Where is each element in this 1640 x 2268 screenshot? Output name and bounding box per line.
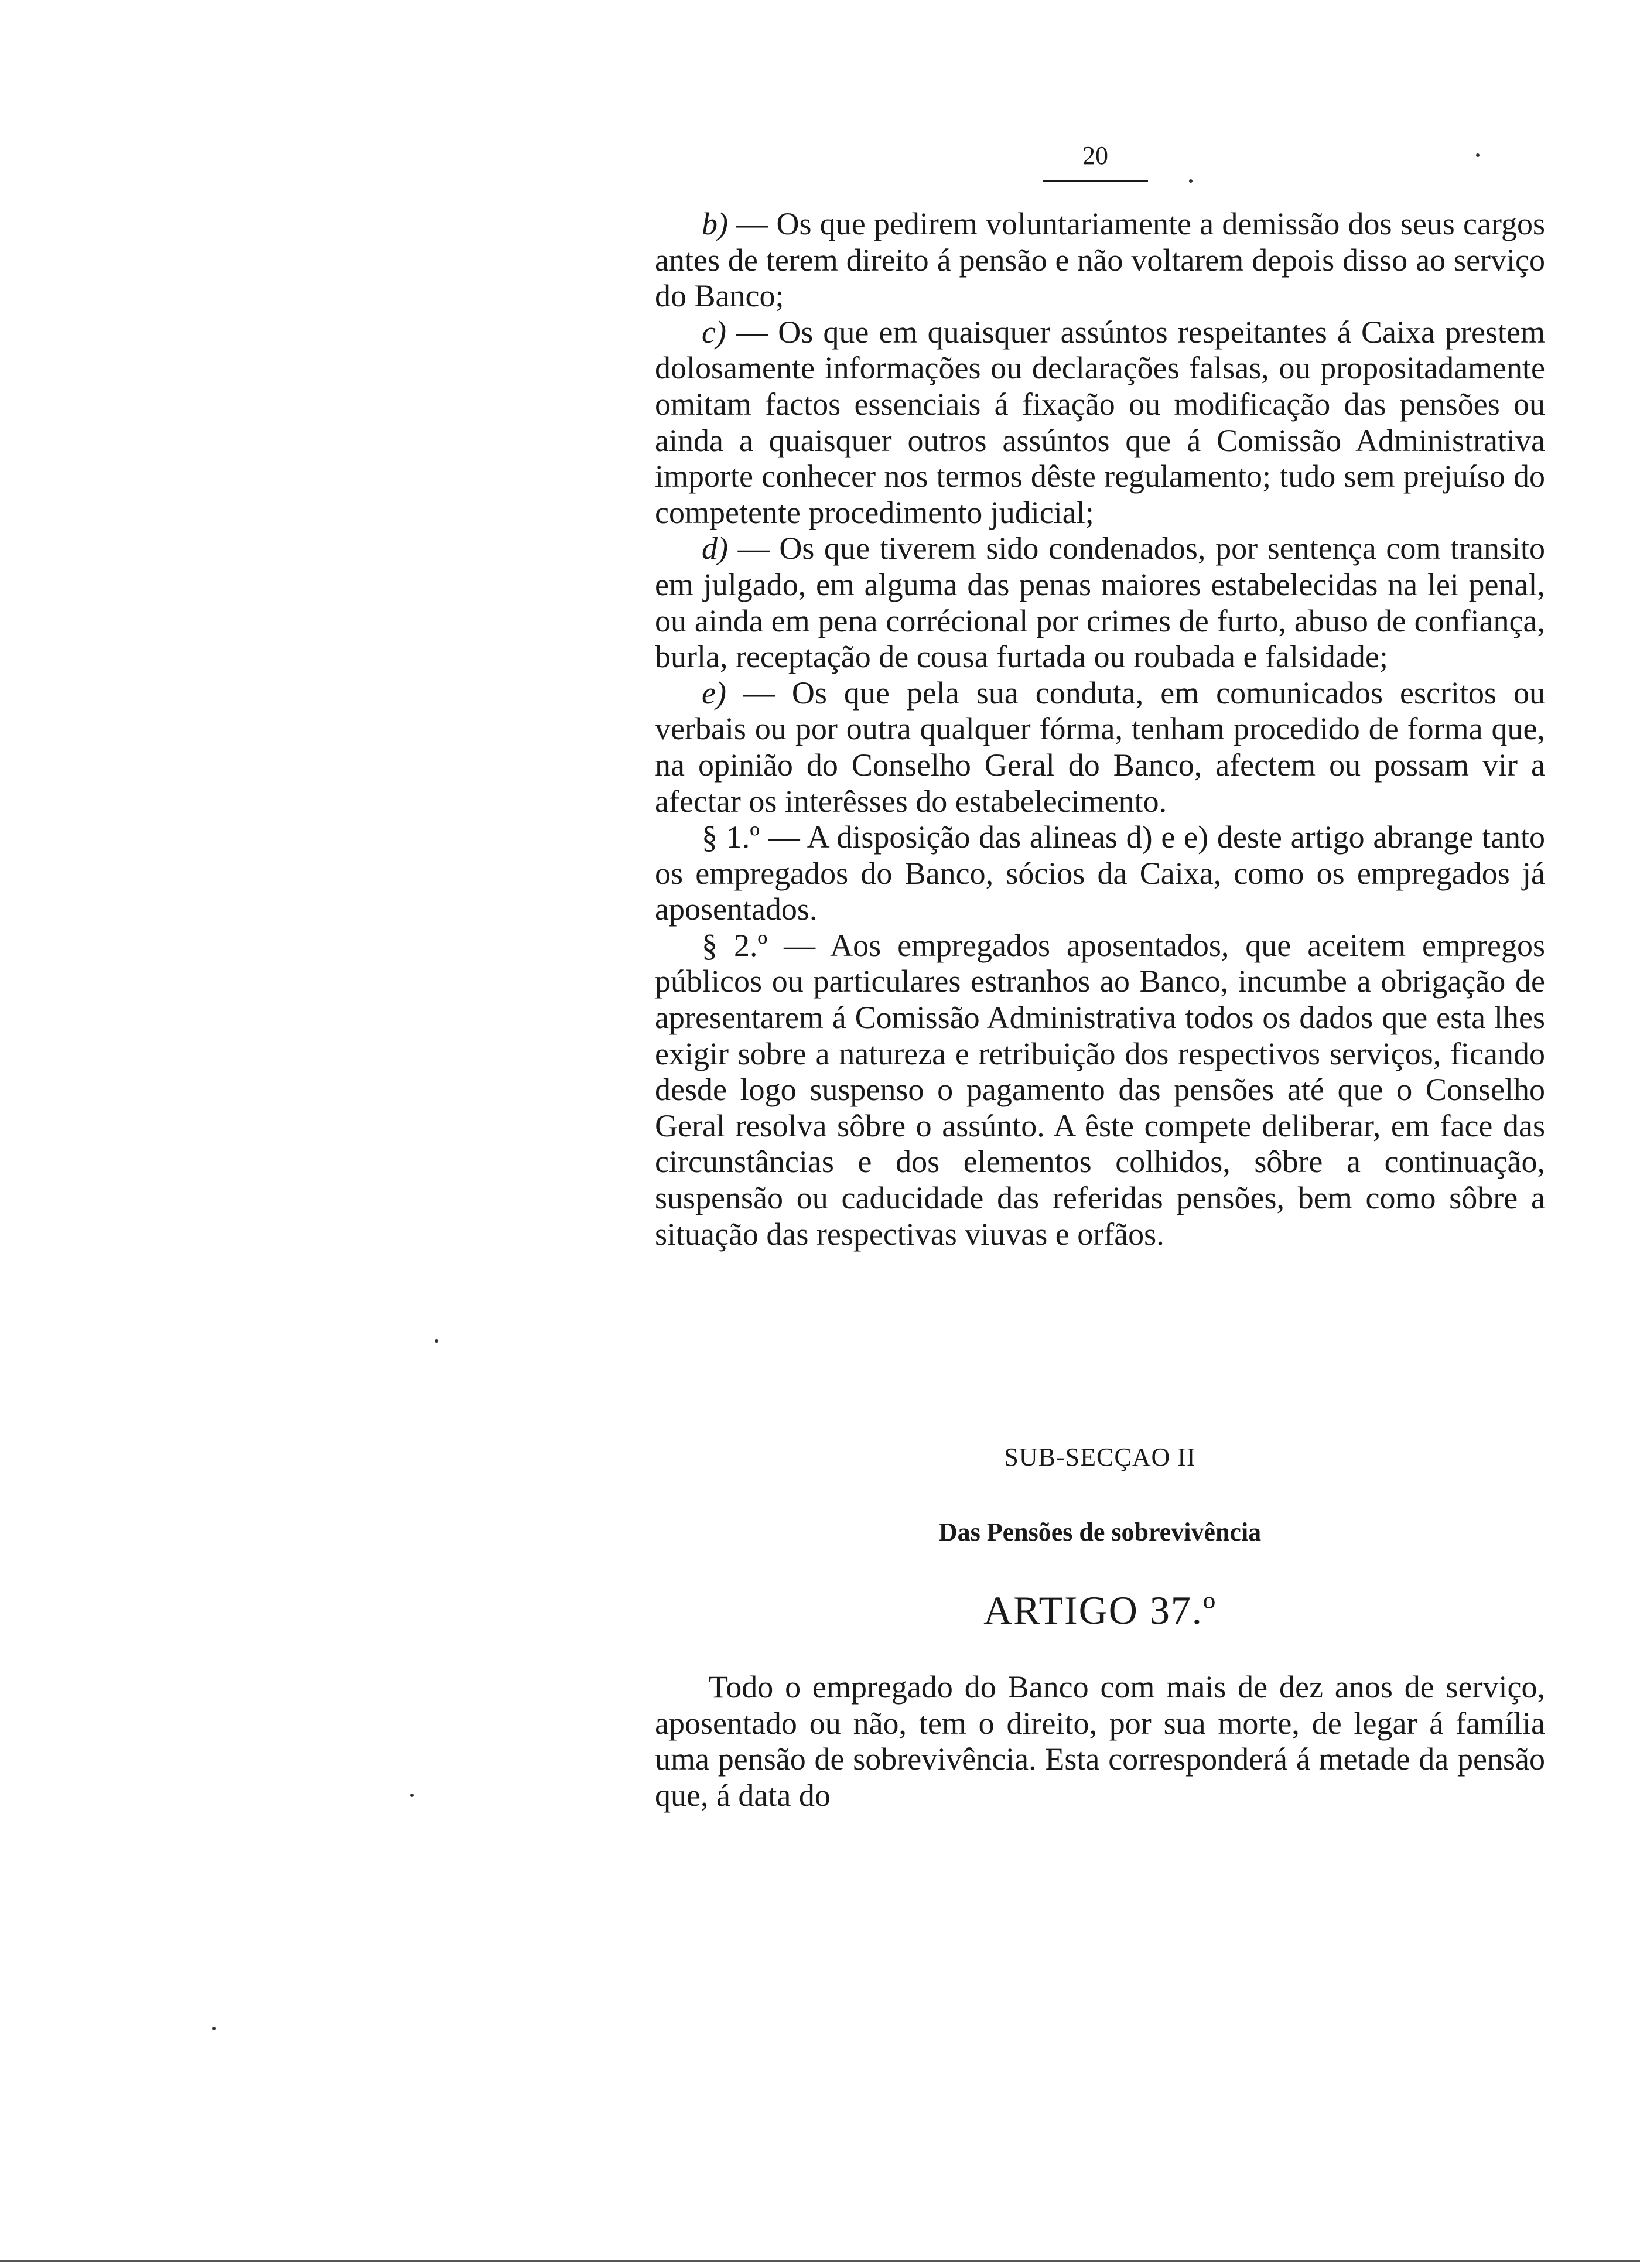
page-number: 20 xyxy=(1082,141,1108,170)
paragraph-b xyxy=(655,206,1545,315)
paragraph-text: § 1.º — A disposição das alineas d) e e) deste artigo abrange tanto os empregados do Banco, sócios da Caixa, como os empregados já aposentados. xyxy=(655,819,1545,927)
subsection-label: SUB-SECÇAO II xyxy=(1004,1443,1196,1471)
paragraph-c xyxy=(655,315,1545,531)
body-text xyxy=(655,206,1545,1252)
article-paragraph: Todo o empregado do Banco com mais de dez anos de serviço, aposentado ou não, tem o direito, por sua morte, de legar á família uma pensão de sobrevivência. Esta corresponderá á metade da pensão que, á data do xyxy=(655,1669,1545,1813)
print-speck xyxy=(1476,153,1480,157)
article-body xyxy=(655,1669,1545,1813)
print-speck xyxy=(1189,179,1193,183)
article-title: ARTIGO 37.º xyxy=(983,1588,1217,1632)
paragraph-label: c) xyxy=(702,314,726,350)
paragraph-text: — Os que em quaisquer assúntos respeitantes á Caixa prestem dolosamente informações ou declarações falsas, ou propositadamente omitam factos essenciais á fixação ou modificação das pensões ou ainda a quaisquer outros assúntos que á Comissão Administrativa importe conhecer nos termos dêste regulamento; tudo sem prejuíso do competente procedimento judicial; xyxy=(655,314,1545,530)
print-speck xyxy=(410,1794,414,1797)
paragraph-text: § 2.º — Aos empregados aposentados, que aceitem empregos públicos ou particulares estranhos ao Banco, incumbe a obrigação de apresentarem á Comissão Administrativa todos os dados que esta lhes exigir sobre a natureza e retribuição dos respectivos serviços, ficando desde logo suspenso o pagamento das pensões até que o Conselho Geral resolva sôbre o assúnto. A êste compete deliberar, em face das circunstâncias e dos elementos colhidos, sôbre a continuação, suspensão ou caducidade das referidas pensões, bem como sôbre a situação das respectivas viuvas e orfãos. xyxy=(655,927,1545,1252)
subsection-title: Das Pensões de sobrevivência xyxy=(938,1518,1262,1546)
paragraph-label: e) xyxy=(702,675,726,711)
paragraph-text: — Os que tiverem sido condenados, por sentença com transito em julgado, em alguma das penas maiores estabelecidas na lei penal, ou ainda em pena corrécional por crimes de furto, abuso de confiança, burla, receptação de cousa furtada ou roubada e falsidade; xyxy=(655,531,1545,675)
paragraph-text: — Os que pela sua conduta, em comunicados escritos ou verbais ou por outra qualquer fórma, tenham procedido de forma que, na opinião do Conselho Geral do Banco, afectem ou possam vir a afectar os interêsses do estabelecimento. xyxy=(655,675,1545,819)
print-speck xyxy=(435,1339,438,1343)
page-bottom-edge xyxy=(0,2260,1640,2262)
page-number-rule xyxy=(1043,180,1148,182)
paragraph-label: d) xyxy=(702,531,728,566)
paragraph-section-1 xyxy=(655,819,1545,928)
paragraph-e xyxy=(655,675,1545,819)
paragraph-text: — Os que pedirem voluntariamente a demissão dos seus cargos antes de terem direito á pensão e não voltarem depois disso ao serviço do Banco; xyxy=(655,206,1545,314)
paragraph-label: b) xyxy=(702,206,728,241)
paragraph-d xyxy=(655,531,1545,675)
print-speck xyxy=(212,2027,216,2030)
paragraph-section-2 xyxy=(655,928,1545,1252)
